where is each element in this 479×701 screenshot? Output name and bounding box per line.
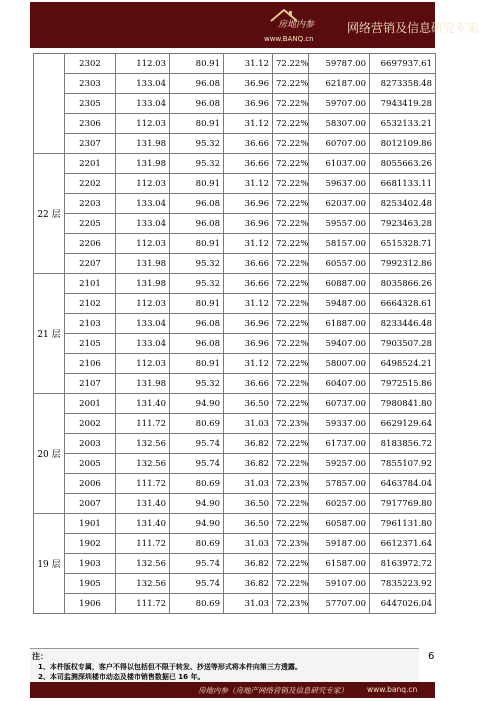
total-price-cell: 8253402.48: [370, 194, 436, 214]
inner-area-cell: 80.91: [170, 54, 224, 74]
header-banner: [30, 2, 479, 48]
unit-number-cell: 2103: [65, 314, 116, 334]
inner-area-cell: 96.08: [170, 334, 224, 354]
unit-number-cell: 1902: [65, 534, 116, 554]
unit-price-cell: 59187.00: [309, 534, 370, 554]
area-cell: 133.04: [116, 214, 170, 234]
area-cell: 132.56: [116, 554, 170, 574]
shared-area-cell: 36.82: [224, 454, 273, 474]
inner-area-cell: 80.91: [170, 294, 224, 314]
inner-area-cell: 94.90: [170, 514, 224, 534]
area-cell: 131.98: [116, 254, 170, 274]
table-row: [34, 394, 436, 414]
shared-area-cell: 36.66: [224, 254, 273, 274]
unit-number-cell: 2201: [65, 154, 116, 174]
area-cell: 112.03: [116, 354, 170, 374]
table-row: [34, 194, 436, 214]
area-cell: 112.03: [116, 54, 170, 74]
unit-number-cell: 2006: [65, 474, 116, 494]
unit-price-cell: 60557.00: [309, 254, 370, 274]
header-title: 网络营销及信息研究专家: [347, 21, 479, 35]
ratio-cell: 72.22%: [273, 314, 309, 334]
total-price-cell: 6515328.71: [370, 234, 436, 254]
unit-price-cell: 60707.00: [309, 134, 370, 154]
area-cell: 133.04: [116, 194, 170, 214]
ratio-cell: 72.22%: [273, 134, 309, 154]
unit-price-cell: 59487.00: [309, 294, 370, 314]
floor-cell: 22 层: [34, 154, 65, 274]
total-price-cell: 8012109.86: [370, 134, 436, 154]
ratio-cell: 72.23%: [273, 594, 309, 614]
shared-area-cell: 36.96: [224, 314, 273, 334]
floor-cell: 21 层: [34, 274, 65, 394]
table-row: [34, 274, 436, 294]
table-row: [34, 514, 436, 534]
table-row: [34, 134, 436, 154]
inner-area-cell: 95.32: [170, 254, 224, 274]
area-cell: 131.40: [116, 394, 170, 414]
inner-area-cell: 95.74: [170, 454, 224, 474]
table-row: [34, 334, 436, 354]
inner-area-cell: 96.08: [170, 94, 224, 114]
total-price-cell: 7855107.92: [370, 454, 436, 474]
unit-price-cell: 61037.00: [309, 154, 370, 174]
inner-area-cell: 95.32: [170, 154, 224, 174]
footer-banner: [30, 682, 435, 698]
area-cell: 112.03: [116, 294, 170, 314]
ratio-cell: 72.22%: [273, 274, 309, 294]
total-price-cell: 8233446.48: [370, 314, 436, 334]
total-price-cell: 6681133.11: [370, 174, 436, 194]
table-row: [34, 314, 436, 334]
note-item: 2、本司监测深圳楼市动态及楼市销售数据已 16 年。: [38, 673, 205, 681]
table-row: [34, 434, 436, 454]
table-row: [34, 494, 436, 514]
unit-price-cell: 58307.00: [309, 114, 370, 134]
inner-area-cell: 95.74: [170, 574, 224, 594]
unit-price-cell: 60737.00: [309, 394, 370, 414]
unit-price-cell: 60887.00: [309, 274, 370, 294]
unit-number-cell: 2303: [65, 74, 116, 94]
total-price-cell: 7992312.86: [370, 254, 436, 274]
shared-area-cell: 36.96: [224, 94, 273, 114]
shared-area-cell: 31.12: [224, 294, 273, 314]
ratio-cell: 72.22%: [273, 554, 309, 574]
unit-number-cell: 2101: [65, 274, 116, 294]
table-row: [34, 354, 436, 374]
unit-number-cell: 1903: [65, 554, 116, 574]
table-row: [34, 74, 436, 94]
ratio-cell: 72.22%: [273, 434, 309, 454]
shared-area-cell: 36.96: [224, 214, 273, 234]
total-price-cell: 6629129.64: [370, 414, 436, 434]
shared-area-cell: 36.96: [224, 74, 273, 94]
shared-area-cell: 36.50: [224, 514, 273, 534]
unit-number-cell: 2302: [65, 54, 116, 74]
table-row: [34, 534, 436, 554]
area-cell: 131.40: [116, 514, 170, 534]
total-price-cell: 7903507.28: [370, 334, 436, 354]
unit-price-cell: 62037.00: [309, 194, 370, 214]
unit-price-cell: 59257.00: [309, 454, 370, 474]
unit-price-cell: 60587.00: [309, 514, 370, 534]
shared-area-cell: 36.82: [224, 574, 273, 594]
shared-area-cell: 31.12: [224, 174, 273, 194]
ratio-cell: 72.22%: [273, 94, 309, 114]
inner-area-cell: 80.69: [170, 414, 224, 434]
area-cell: 132.56: [116, 454, 170, 474]
unit-price-cell: 59337.00: [309, 414, 370, 434]
floor-cell: [34, 54, 65, 154]
total-price-cell: 6664328.61: [370, 294, 436, 314]
table-row: [34, 114, 436, 134]
table-row: [34, 254, 436, 274]
total-price-cell: 7917769.80: [370, 494, 436, 514]
total-price-cell: 7961131.80: [370, 514, 436, 534]
inner-area-cell: 95.32: [170, 274, 224, 294]
ratio-cell: 72.22%: [273, 294, 309, 314]
total-price-cell: 8163972.72: [370, 554, 436, 574]
total-price-cell: 7943419.28: [370, 94, 436, 114]
unit-number-cell: 2003: [65, 434, 116, 454]
table-row: [34, 454, 436, 474]
area-cell: 131.40: [116, 494, 170, 514]
total-price-cell: 8183856.72: [370, 434, 436, 454]
unit-number-cell: 2207: [65, 254, 116, 274]
table-row: [34, 294, 436, 314]
inner-area-cell: 96.08: [170, 194, 224, 214]
inner-area-cell: 94.90: [170, 494, 224, 514]
unit-number-cell: 2007: [65, 494, 116, 514]
total-price-cell: 7923463.28: [370, 214, 436, 234]
price-table: [33, 53, 436, 614]
inner-area-cell: 80.91: [170, 114, 224, 134]
inner-area-cell: 95.32: [170, 134, 224, 154]
logo-name: 房地内参: [278, 20, 315, 30]
total-price-cell: 8055663.26: [370, 154, 436, 174]
unit-price-cell: 61587.00: [309, 554, 370, 574]
unit-number-cell: 2107: [65, 374, 116, 394]
logo-url: www.BANQ.cn: [264, 35, 314, 43]
table-row: [34, 94, 436, 114]
unit-price-cell: 59787.00: [309, 54, 370, 74]
inner-area-cell: 80.69: [170, 534, 224, 554]
total-price-cell: 7972515.86: [370, 374, 436, 394]
unit-number-cell: 2202: [65, 174, 116, 194]
area-cell: 133.04: [116, 94, 170, 114]
inner-area-cell: 95.74: [170, 554, 224, 574]
unit-number-cell: 2106: [65, 354, 116, 374]
total-price-cell: 8035866.26: [370, 274, 436, 294]
total-price-cell: 7980841.80: [370, 394, 436, 414]
shared-area-cell: 36.50: [224, 494, 273, 514]
area-cell: 131.98: [116, 154, 170, 174]
area-cell: 132.56: [116, 434, 170, 454]
area-cell: 133.04: [116, 314, 170, 334]
area-cell: 133.04: [116, 334, 170, 354]
unit-number-cell: 2305: [65, 94, 116, 114]
table-row: [34, 474, 436, 494]
unit-number-cell: 2206: [65, 234, 116, 254]
floor-cell: 20 层: [34, 394, 65, 514]
ratio-cell: 72.22%: [273, 74, 309, 94]
ratio-cell: 72.22%: [273, 54, 309, 74]
shared-area-cell: 36.96: [224, 194, 273, 214]
area-cell: 112.03: [116, 174, 170, 194]
inner-area-cell: 95.32: [170, 374, 224, 394]
shared-area-cell: 31.12: [224, 354, 273, 374]
area-cell: 111.72: [116, 474, 170, 494]
area-cell: 111.72: [116, 414, 170, 434]
inner-area-cell: 80.91: [170, 354, 224, 374]
unit-number-cell: 2102: [65, 294, 116, 314]
table-row: [34, 414, 436, 434]
table-row: [34, 154, 436, 174]
note-item: 1、本件版权专属，客户不得以包括但不限于转发、抄送等形式将本件向第三方透露。: [38, 663, 302, 671]
inner-area-cell: 94.90: [170, 394, 224, 414]
ratio-cell: 72.22%: [273, 354, 309, 374]
total-price-cell: 6463784.04: [370, 474, 436, 494]
inner-area-cell: 96.08: [170, 214, 224, 234]
unit-price-cell: 59707.00: [309, 94, 370, 114]
unit-price-cell: 58007.00: [309, 354, 370, 374]
ratio-cell: 72.22%: [273, 214, 309, 234]
inner-area-cell: 80.69: [170, 474, 224, 494]
unit-number-cell: 2105: [65, 334, 116, 354]
area-cell: 131.98: [116, 374, 170, 394]
footer-text: 房地内参（房地产网络营销及信息研究专家）: [198, 686, 348, 695]
inner-area-cell: 80.91: [170, 234, 224, 254]
unit-price-cell: 61887.00: [309, 314, 370, 334]
footer-url: www.banq.cn: [367, 685, 418, 694]
unit-number-cell: 2203: [65, 194, 116, 214]
table-row: [34, 594, 436, 614]
ratio-cell: 72.22%: [273, 334, 309, 354]
table-row: [34, 374, 436, 394]
shared-area-cell: 31.03: [224, 474, 273, 494]
shared-area-cell: 31.03: [224, 594, 273, 614]
ratio-cell: 72.22%: [273, 154, 309, 174]
unit-number-cell: 2307: [65, 134, 116, 154]
notes-title: 注：: [32, 652, 48, 661]
page-number: 6: [428, 651, 435, 662]
unit-price-cell: 59107.00: [309, 574, 370, 594]
ratio-cell: 72.22%: [273, 454, 309, 474]
ratio-cell: 72.22%: [273, 254, 309, 274]
unit-price-cell: 57707.00: [309, 594, 370, 614]
ratio-cell: 72.23%: [273, 414, 309, 434]
unit-price-cell: 59557.00: [309, 214, 370, 234]
shared-area-cell: 36.66: [224, 274, 273, 294]
table-row: [34, 214, 436, 234]
area-cell: 112.03: [116, 114, 170, 134]
ratio-cell: 72.22%: [273, 514, 309, 534]
inner-area-cell: 96.08: [170, 314, 224, 334]
shared-area-cell: 36.96: [224, 334, 273, 354]
shared-area-cell: 31.03: [224, 534, 273, 554]
area-cell: 111.72: [116, 534, 170, 554]
unit-price-cell: 60257.00: [309, 494, 370, 514]
ratio-cell: 72.22%: [273, 114, 309, 134]
unit-number-cell: 1905: [65, 574, 116, 594]
ratio-cell: 72.22%: [273, 394, 309, 414]
ratio-cell: 72.22%: [273, 574, 309, 594]
shared-area-cell: 36.82: [224, 554, 273, 574]
total-price-cell: 7835223.92: [370, 574, 436, 594]
floor-cell: 19 层: [34, 514, 65, 614]
ratio-cell: 72.22%: [273, 234, 309, 254]
total-price-cell: 6697937.61: [370, 54, 436, 74]
shared-area-cell: 31.12: [224, 54, 273, 74]
table-row: [34, 174, 436, 194]
area-cell: 112.03: [116, 234, 170, 254]
ratio-cell: 72.22%: [273, 374, 309, 394]
inner-area-cell: 80.69: [170, 594, 224, 614]
area-cell: 111.72: [116, 594, 170, 614]
area-cell: 133.04: [116, 74, 170, 94]
ratio-cell: 72.22%: [273, 194, 309, 214]
unit-number-cell: 2205: [65, 214, 116, 234]
area-cell: 132.56: [116, 574, 170, 594]
unit-price-cell: 62187.00: [309, 74, 370, 94]
inner-area-cell: 80.91: [170, 174, 224, 194]
unit-price-cell: 60407.00: [309, 374, 370, 394]
ratio-cell: 72.22%: [273, 174, 309, 194]
shared-area-cell: 36.50: [224, 394, 273, 414]
table-row: [34, 234, 436, 254]
unit-number-cell: 1901: [65, 514, 116, 534]
total-price-cell: 6447026.04: [370, 594, 436, 614]
unit-number-cell: 2002: [65, 414, 116, 434]
total-price-cell: 8273358.48: [370, 74, 436, 94]
total-price-cell: 6532133.21: [370, 114, 436, 134]
ratio-cell: 72.23%: [273, 474, 309, 494]
unit-price-cell: 61737.00: [309, 434, 370, 454]
unit-number-cell: 2005: [65, 454, 116, 474]
table-row: [34, 54, 436, 74]
table-row: [34, 574, 436, 594]
inner-area-cell: 96.08: [170, 74, 224, 94]
unit-number-cell: 1906: [65, 594, 116, 614]
notes-box: [30, 648, 419, 683]
area-cell: 131.98: [116, 274, 170, 294]
unit-number-cell: 2306: [65, 114, 116, 134]
shared-area-cell: 31.12: [224, 114, 273, 134]
shared-area-cell: 36.82: [224, 434, 273, 454]
shared-area-cell: 36.66: [224, 154, 273, 174]
shared-area-cell: 36.66: [224, 134, 273, 154]
unit-price-cell: 58157.00: [309, 234, 370, 254]
ratio-cell: 72.22%: [273, 494, 309, 514]
shared-area-cell: 31.12: [224, 234, 273, 254]
ratio-cell: 72.23%: [273, 534, 309, 554]
inner-area-cell: 95.74: [170, 434, 224, 454]
unit-number-cell: 2001: [65, 394, 116, 414]
unit-price-cell: 59637.00: [309, 174, 370, 194]
unit-price-cell: 57857.00: [309, 474, 370, 494]
logo: [260, 6, 342, 46]
area-cell: 131.98: [116, 134, 170, 154]
total-price-cell: 6498524.21: [370, 354, 436, 374]
shared-area-cell: 31.03: [224, 414, 273, 434]
unit-price-cell: 59407.00: [309, 334, 370, 354]
shared-area-cell: 36.66: [224, 374, 273, 394]
total-price-cell: 6612371.64: [370, 534, 436, 554]
table-row: [34, 554, 436, 574]
